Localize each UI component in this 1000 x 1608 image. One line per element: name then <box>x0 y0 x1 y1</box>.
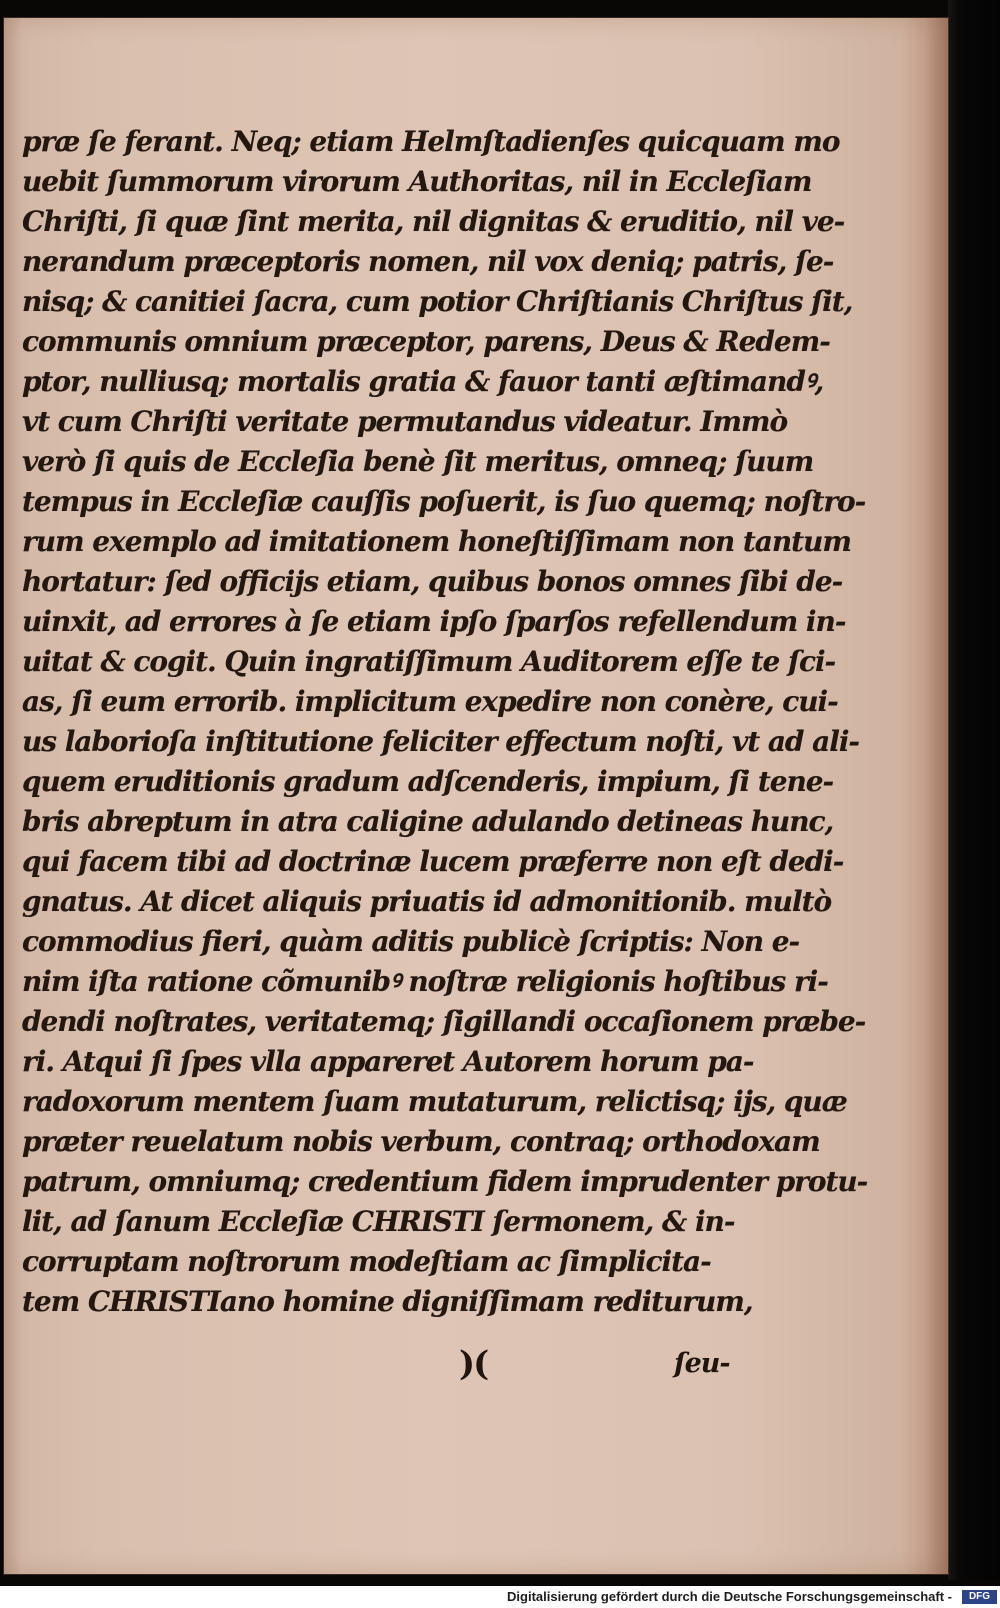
scan-dark-edge <box>948 0 1000 1580</box>
text-line-16: us laborioſa inſtitutione feliciter effectum noſti, vt ad ali- <box>22 725 859 758</box>
text-line-30: tem CHRISTIano homine digniſſimam rediturum, <box>22 1285 753 1318</box>
text-line-12: hortatur: ſed officijs etiam, quibus bonos omnes ſibi de- <box>22 565 843 598</box>
text-line-17: quem eruditionis gradum adſcenderis, impium, ſi tene- <box>22 765 834 798</box>
dfg-logo: DFG <box>962 1590 997 1604</box>
text-line-20: gnatus. At dicet aliquis priuatis id admonitionib. multò <box>22 885 832 918</box>
digitization-footer <box>0 1586 1000 1608</box>
text-line-18: bris abreptum in atra caligine adulando detineas hunc, <box>22 805 834 838</box>
text-line-2: uebit ſummorum virorum Authoritas, nil in Eccleſiam <box>22 165 812 198</box>
text-line-4: nerandum præceptoris nomen, nil vox deniq; patris, ſe- <box>22 245 834 278</box>
text-line-11: rum exemplo ad imitationem honeſtiſſimam non tantum <box>22 525 851 558</box>
text-line-24: ri. Atqui ſi ſpes vlla appareret Autorem horum pa- <box>22 1045 754 1078</box>
catchword: ſeu- <box>674 1348 730 1379</box>
text-line-26: præter reuelatum nobis verbum, contraq; orthodoxam <box>22 1125 820 1158</box>
text-line-14: uitat & cogit. Quin ingratiſſimum Auditorem eſſe te ſci- <box>22 645 836 678</box>
text-line-13: uinxit, ad errores à ſe etiam ipſo ſparſos refellendum in- <box>22 605 846 638</box>
signature-mark: )( <box>459 1344 488 1384</box>
text-line-19: qui facem tibi ad doctrinæ lucem præferre non eſt dedi- <box>22 845 844 878</box>
text-line-22: nim iſta ratione cõmunibꝰ noſtræ religionis hoſtibus ri- <box>22 965 828 998</box>
text-line-29: corruptam noſtrorum modeſtiam ac ſimplicita- <box>22 1245 711 1278</box>
dfg-credit-text: Digitalisierung gefördert durch die Deutsche Forschungsgemeinschaft - <box>507 1589 952 1604</box>
text-line-6: communis omnium præceptor, parens, Deus & Redem- <box>22 325 830 358</box>
text-line-8: vt cum Chriſti veritate permutandus videatur. Immò <box>22 405 788 438</box>
text-line-15: as, ſi eum errorib. implicitum expedire non conère, cui- <box>22 685 838 718</box>
text-line-25: radoxorum mentem ſuam mutaturum, relictisq; ijs, quæ <box>22 1085 847 1118</box>
text-line-9: verò ſi quis de Eccleſia benè ſit meritus, omneq; ſuum <box>22 445 814 478</box>
text-line-27: patrum, omniumq; credentium fidem imprudenter protu- <box>22 1165 868 1198</box>
text-line-1: præ ſe ferant. Neq; etiam Helmſtadienſes quicquam mo <box>22 125 840 158</box>
text-line-5: nisq; & canitiei ſacra, cum potior Chriſtianis Chriſtus ſit, <box>22 285 853 318</box>
text-line-23: dendi noſtrates, veritatemq; ſigillandi occaſionem præbe- <box>22 1005 866 1038</box>
text-line-28: lit, ad ſanum Eccleſiæ CHRISTI ſermonem, & in- <box>22 1205 735 1238</box>
text-line-7: ptor, nulliusq; mortalis gratia & fauor tanti æſtimandꝰ, <box>22 365 824 398</box>
text-line-21: commodius fieri, quàm aditis publicè ſcriptis: Non e- <box>22 925 800 958</box>
text-line-10: tempus in Eccleſiæ cauſſis poſuerit, is ſuo quemq; noſtro- <box>22 485 866 518</box>
latin-text-block <box>22 122 868 1322</box>
text-line-3: Chriſti, ſi quæ ſint merita, nil dignitas & eruditio, nil ve- <box>22 205 845 238</box>
scanned-book-page <box>4 18 948 1574</box>
